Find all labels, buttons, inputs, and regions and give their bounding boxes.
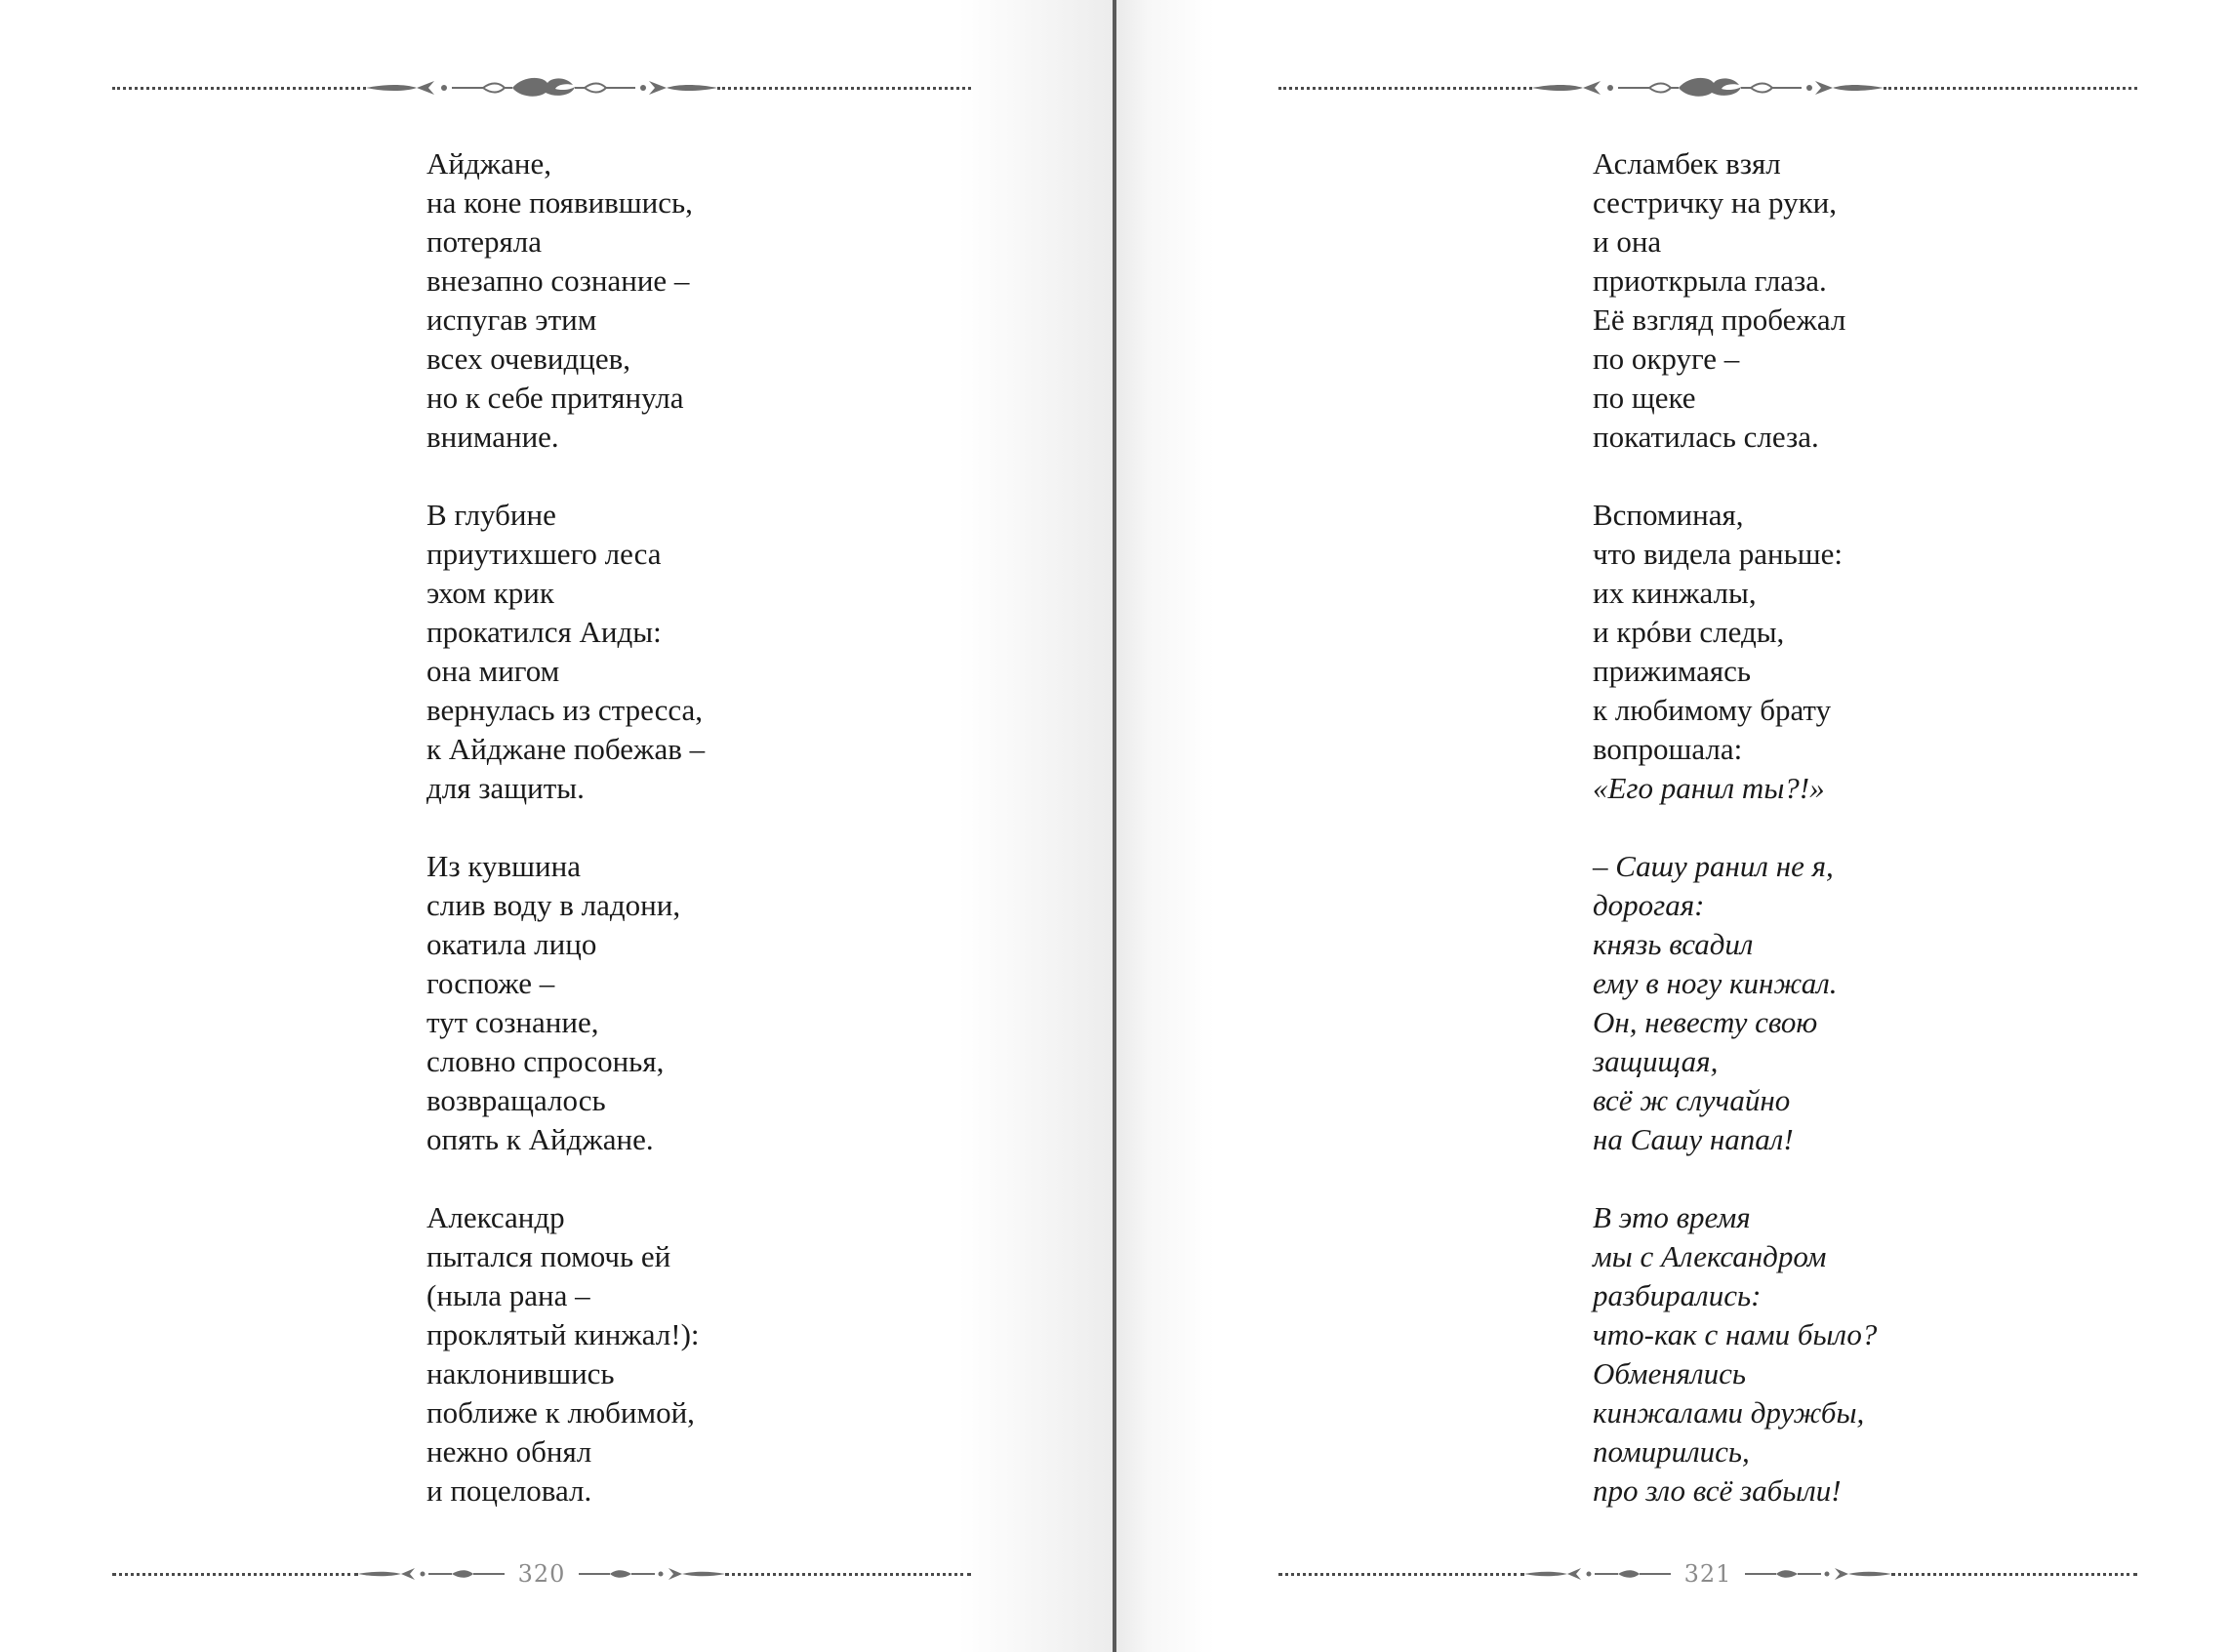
verse-line: Александр — [426, 1200, 565, 1234]
verse-line: тут сознание, — [426, 1005, 599, 1039]
verse-line: для защиты. — [426, 771, 585, 805]
stanza — [1593, 1198, 1877, 1511]
verse-line: Её взгляд пробежал — [1593, 302, 1846, 337]
book-gutter — [1113, 0, 1116, 1652]
stanza — [426, 496, 705, 808]
verse-line: кинжалами дружбы, — [1593, 1395, 1865, 1430]
flourish-ornament-icon — [1532, 73, 1884, 102]
verse-line: Вспоминая, — [1593, 498, 1744, 532]
verse-line: князь всадил — [1593, 927, 1754, 961]
page-number: 320 — [517, 1560, 566, 1588]
verse-line: ему в ногу кинжал. — [1593, 966, 1838, 1000]
dotted-rule — [1891, 1573, 2137, 1576]
stanza — [426, 1198, 705, 1511]
verse-line: защищая, — [1593, 1044, 1719, 1078]
verse-line: внезапно сознание – — [426, 263, 690, 298]
verse-line: вопрошала: — [1593, 732, 1743, 766]
flourish-ornament-icon — [1745, 1564, 1891, 1584]
dotted-rule — [1884, 87, 2137, 90]
verse-line: испугав этим — [426, 302, 597, 337]
verse-line: наклонившись — [426, 1356, 615, 1390]
verse-line: слив воду в ладони, — [426, 888, 681, 922]
verse-line: эхом крик — [426, 576, 554, 610]
stanza — [1593, 847, 1877, 1159]
verse-line: и поцеловал. — [426, 1473, 592, 1508]
verse-line: к любимому брату — [1593, 693, 1832, 727]
verse-line: всё ж случайно — [1593, 1083, 1791, 1117]
flourish-ornament-icon — [358, 1564, 505, 1584]
stanza — [1593, 144, 1877, 457]
right-page — [1114, 0, 2229, 1652]
verse-line: покатилась слеза. — [1593, 420, 1819, 454]
verse-line: «Его ранил ты?!» — [1593, 771, 1825, 805]
verse-line: Асламбек взял — [1593, 146, 1781, 181]
verse-line: к Айджане побежав – — [426, 732, 706, 766]
footer-ornament — [1278, 1559, 2137, 1589]
verse-line: приутихшего леса — [426, 537, 662, 571]
verse-line: госпоже – — [426, 966, 555, 1000]
verse-line: опять к Айджане. — [426, 1122, 654, 1156]
verse-line: В глубине — [426, 498, 556, 532]
poem-text — [426, 144, 705, 1511]
verse-line: по округе – — [1593, 342, 1740, 376]
verse-line: и она — [1593, 224, 1662, 259]
stanza — [426, 847, 705, 1159]
verse-line: словно спросонья, — [426, 1044, 665, 1078]
verse-line: всех очевидцев, — [426, 342, 630, 376]
flourish-ornament-icon — [579, 1564, 725, 1584]
footer-ornament — [112, 1559, 971, 1589]
verse-line: Он, невесту свою — [1593, 1005, 1818, 1039]
verse-line: что-как с нами было? — [1593, 1317, 1878, 1351]
verse-line: потеряла — [426, 224, 542, 259]
dotted-rule — [1278, 1573, 1524, 1576]
verse-line: мы с Александром — [1593, 1239, 1827, 1273]
stanza — [1593, 496, 1877, 808]
flourish-ornament-icon — [1524, 1564, 1671, 1584]
verse-line: Обменялись — [1593, 1356, 1747, 1390]
verse-line: возвращалось — [426, 1083, 606, 1117]
left-page — [0, 0, 1114, 1652]
page-number: 321 — [1683, 1560, 1732, 1588]
verse-line: Из кувшина — [426, 849, 581, 883]
verse-line: поближе к любимой, — [426, 1395, 695, 1430]
poem-text — [1593, 144, 1877, 1511]
verse-line: пытался помочь ей — [426, 1239, 671, 1273]
verse-line: разбирались: — [1593, 1278, 1762, 1312]
verse-line: прокатился Аиды: — [426, 615, 662, 649]
dotted-rule — [725, 1573, 971, 1576]
stanza — [426, 144, 705, 457]
header-ornament — [112, 73, 971, 102]
verse-line: В это время — [1593, 1200, 1751, 1234]
dotted-rule — [112, 87, 366, 90]
verse-line: нежно обнял — [426, 1434, 592, 1469]
verse-line: Айджане, — [426, 146, 552, 181]
verse-line: на Сашу напал! — [1593, 1122, 1794, 1156]
verse-line: дорогая: — [1593, 888, 1705, 922]
verse-line: проклятый кинжал!): — [426, 1317, 700, 1351]
verse-line: что видела раньше: — [1593, 537, 1843, 571]
verse-line: и крóви следы, — [1593, 615, 1785, 649]
verse-line: но к себе притянула — [426, 381, 684, 415]
dotted-rule — [717, 87, 971, 90]
dotted-rule — [112, 1573, 358, 1576]
verse-line: приоткрыла глаза. — [1593, 263, 1827, 298]
flourish-ornament-icon — [366, 73, 717, 102]
dotted-rule — [1278, 87, 1532, 90]
verse-line: прижимаясь — [1593, 654, 1752, 688]
verse-line: их кинжалы, — [1593, 576, 1757, 610]
verse-line: – Сашу ранил не я, — [1593, 849, 1834, 883]
verse-line: на коне появившись, — [426, 185, 693, 220]
verse-line: по щеке — [1593, 381, 1696, 415]
verse-line: (ныла рана – — [426, 1278, 590, 1312]
verse-line: вернулась из стресса, — [426, 693, 704, 727]
verse-line: внимание. — [426, 420, 559, 454]
verse-line: сестричку на руки, — [1593, 185, 1837, 220]
verse-line: помирились, — [1593, 1434, 1750, 1469]
verse-line: она мигом — [426, 654, 560, 688]
verse-line: окатила лицо — [426, 927, 597, 961]
header-ornament — [1278, 73, 2137, 102]
verse-line: про зло всё забыли! — [1593, 1473, 1842, 1508]
